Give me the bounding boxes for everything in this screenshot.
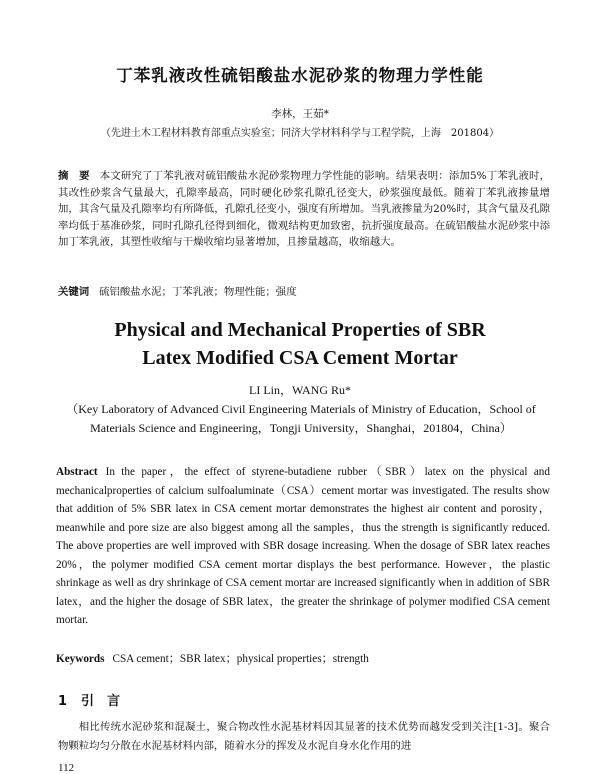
introduction-text: 相比传统水泥砂浆和混凝土，聚合物改性水泥基材料因其显著的技术优势而越发受到关注[1-3]。聚合物颗粒均匀分散在水泥基材料内部，随着水分的挥发及水泥自身水化作用的进 xyxy=(58,721,550,752)
english-authors: LI Lin，WANG Ru* xyxy=(249,383,351,397)
english-title xyxy=(0,316,600,372)
english-affiliation: （Key Laboratory of Advanced Civil Engineering Materials of Ministry of Education，School of Materials Science and Engineering，Tongji University，Shanghai，201804，China） xyxy=(66,402,536,435)
english-title-line-2: Latex Modified CSA Cement Mortar xyxy=(142,347,458,369)
chinese-authors: 李林，王茹* xyxy=(271,108,329,120)
english-abstract-text: In the paper，the effect of styrene-butadiene rubber（SBR）latex on the physical and mechanicalproperties of calcium sulfoaluminate（CSA）cement mortar was investigated. The results show that addition of 5% SBR latex in CSA cement mortar demonstrates the highest air content and porosity，meanwhile and pore size are also biggest among all the samples，thus the strength is significantly reduced. The above properties are well improved with SBR dosage increasing. When the dosage of SBR latex reaches 20%，the polymer modified CSA cement mortar displays the best performance. However，the plastic shrinkage as well as dry shrinkage of CSA cement mortar are increased significantly when in addition of SBR latex，and the higher the dosage of SBR latex，the greater the shrinkage of polymer modified CSA cement mortar. xyxy=(56,466,550,626)
chinese-title: 丁苯乳液改性硫铝酸盐水泥砂浆的物理力学性能 xyxy=(116,66,484,85)
chinese-abstract xyxy=(58,168,550,251)
english-keywords-text: CSA cement；SBR latex；physical properties；strength xyxy=(112,653,369,665)
chinese-abstract-label: 摘 要 xyxy=(58,170,90,182)
english-abstract-label: Abstract xyxy=(56,466,98,478)
chinese-affiliation: （先进土木工程材料教育部重点实验室；同济大学材料科学与工程学院，上海 201804） xyxy=(100,128,500,139)
english-title-line-1: Physical and Mechanical Properties of SBR xyxy=(114,319,486,341)
chinese-abstract-text: 本文研究了丁苯乳液对硫铝酸盐水泥砂浆物理力学性能的影响。结果表明：添加5%丁苯乳液时，其改性砂浆含气量最大，孔隙率最高，同时硬化砂浆孔隙孔径变大，砂浆强度最低。随着丁苯乳液掺量增加，其含气量及孔隙率均有所降低，孔隙孔径变小，强度有所增加。当乳液掺量为20%时，其含气量及孔隙率均低于基准砂浆，同时孔隙孔径得到细化，微观结构更加致密，抗折强度最高。在硫铝酸盐水泥砂浆中添加丁苯乳液，其塑性收缩与干燥收缩均显著增加，且掺量越高，收缩越大。 xyxy=(58,170,551,249)
chinese-keywords-text: 硫铝酸盐水泥；丁苯乳液；物理性能；强度 xyxy=(99,286,297,298)
chinese-keywords xyxy=(58,284,550,301)
section-heading xyxy=(58,690,120,709)
english-keywords xyxy=(56,650,550,669)
page-number: 112 xyxy=(58,762,75,774)
chinese-keywords-label: 关键词 xyxy=(58,286,90,298)
english-keywords-label: Keywords xyxy=(56,653,105,665)
english-abstract xyxy=(56,463,550,630)
section-title: 引 言 xyxy=(81,694,121,709)
section-number: 1 xyxy=(58,694,68,709)
